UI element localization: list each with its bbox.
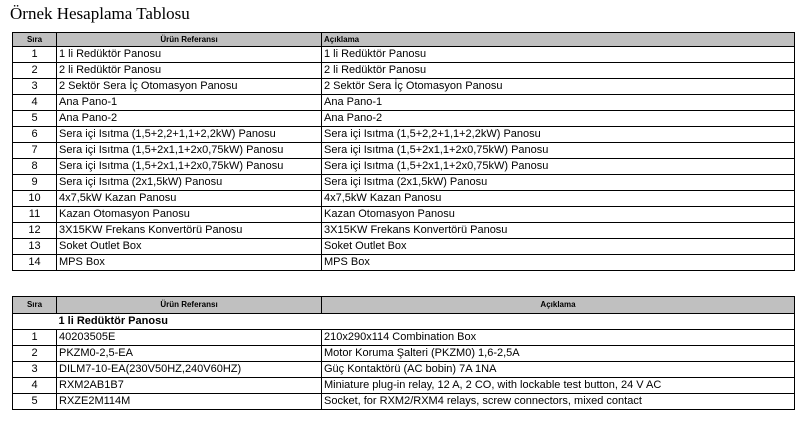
table-row: [13, 330, 795, 346]
table-row: [13, 175, 795, 191]
cell-sira: 7: [13, 143, 57, 159]
table-row: [13, 394, 795, 410]
cell-aciklama: 2 li Redüktör Panosu: [322, 63, 795, 79]
cell-urun-referansi: Ana Pano-2: [57, 111, 322, 127]
cell-aciklama: 1 li Redüktör Panosu: [322, 47, 795, 63]
page-title: Örnek Hesaplama Tablosu: [10, 4, 190, 23]
header-urun-referansi: Ürün Referansı: [57, 33, 322, 47]
cell-sira: 8: [13, 159, 57, 175]
table-row: [13, 63, 795, 79]
table-header-row: [13, 297, 795, 314]
cell-aciklama: Sera içi Isıtma (2x1,5kW) Panosu: [322, 175, 795, 191]
cell-sira: 9: [13, 175, 57, 191]
table-row: [13, 127, 795, 143]
cell-urun-referansi: DILM7-10-EA(230V50HZ,240V60HZ): [57, 362, 322, 378]
cell-sira: 12: [13, 223, 57, 239]
cell-aciklama: Soket Outlet Box: [322, 239, 795, 255]
cell-aciklama: 3X15KW Frekans Konvertörü Panosu: [322, 223, 795, 239]
cell-sira: 3: [13, 79, 57, 95]
cell-urun-referansi: 3X15KW Frekans Konvertörü Panosu: [57, 223, 322, 239]
cell-aciklama: Sera içi Isıtma (1,5+2,2+1,1+2,2kW) Panosu: [322, 127, 795, 143]
detail-table: [12, 296, 795, 410]
cell-aciklama: Ana Pano-1: [322, 95, 795, 111]
section-blank-cell: [13, 314, 57, 330]
cell-aciklama: Sera içi Isıtma (1,5+2x1,1+2x0,75kW) Panosu: [322, 159, 795, 175]
table-header-row: [13, 33, 795, 47]
summary-table-body: [13, 47, 795, 271]
cell-aciklama: Güç Kontaktörü (AC bobin) 7A 1NA: [322, 362, 795, 378]
cell-urun-referansi: Sera içi Isıtma (1,5+2x1,1+2x0,75kW) Panosu: [57, 159, 322, 175]
cell-sira: 4: [13, 95, 57, 111]
cell-aciklama: 210x290x114 Combination Box: [322, 330, 795, 346]
cell-urun-referansi: 2 li Redüktör Panosu: [57, 63, 322, 79]
cell-aciklama: 4x7,5kW Kazan Panosu: [322, 191, 795, 207]
cell-sira: 11: [13, 207, 57, 223]
cell-sira: 6: [13, 127, 57, 143]
cell-urun-referansi: Ana Pano-1: [57, 95, 322, 111]
cell-aciklama: Ana Pano-2: [322, 111, 795, 127]
table-row: [13, 239, 795, 255]
cell-sira: 1: [13, 330, 57, 346]
table-row: [13, 362, 795, 378]
cell-sira: 1: [13, 47, 57, 63]
cell-urun-referansi: 2 Sektör Sera İç Otomasyon Panosu: [57, 79, 322, 95]
header-urun-referansi: Ürün Referansı: [57, 297, 322, 314]
header-aciklama: Açıklama: [322, 297, 795, 314]
cell-urun-referansi: Soket Outlet Box: [57, 239, 322, 255]
cell-sira: 4: [13, 378, 57, 394]
cell-urun-referansi: Kazan Otomasyon Panosu: [57, 207, 322, 223]
cell-urun-referansi: Sera içi Isıtma (1,5+2x1,1+2x0,75kW) Panosu: [57, 143, 322, 159]
table-row: [13, 143, 795, 159]
detail-table-body: [13, 314, 795, 410]
cell-urun-referansi: RXM2AB1B7: [57, 378, 322, 394]
cell-aciklama: Kazan Otomasyon Panosu: [322, 207, 795, 223]
table-row: [13, 255, 795, 271]
cell-aciklama: Sera içi Isıtma (1,5+2x1,1+2x0,75kW) Panosu: [322, 143, 795, 159]
table-row: [13, 47, 795, 63]
table-row: [13, 159, 795, 175]
cell-sira: 5: [13, 394, 57, 410]
header-sira: Sıra: [13, 33, 57, 47]
table-row: [13, 378, 795, 394]
table-row: [13, 223, 795, 239]
cell-sira: 5: [13, 111, 57, 127]
table-row: [13, 346, 795, 362]
cell-urun-referansi: 4x7,5kW Kazan Panosu: [57, 191, 322, 207]
cell-urun-referansi: Sera içi Isıtma (2x1,5kW) Panosu: [57, 175, 322, 191]
cell-sira: 2: [13, 63, 57, 79]
cell-sira: 3: [13, 362, 57, 378]
cell-sira: 10: [13, 191, 57, 207]
cell-sira: 13: [13, 239, 57, 255]
cell-aciklama: Socket, for RXM2/RXM4 relays, screw connectors, mixed contact: [322, 394, 795, 410]
table-row: [13, 191, 795, 207]
cell-urun-referansi: 40203505E: [57, 330, 322, 346]
header-aciklama: Açıklama: [322, 33, 795, 47]
section-title: 1 li Redüktör Panosu: [57, 314, 795, 330]
cell-urun-referansi: MPS Box: [57, 255, 322, 271]
cell-aciklama: MPS Box: [322, 255, 795, 271]
cell-urun-referansi: RXZE2M114M: [57, 394, 322, 410]
summary-table: [12, 32, 795, 271]
cell-urun-referansi: 1 li Redüktör Panosu: [57, 47, 322, 63]
table-row: [13, 95, 795, 111]
cell-sira: 2: [13, 346, 57, 362]
cell-aciklama: Motor Koruma Şalteri (PKZM0) 1,6-2,5A: [322, 346, 795, 362]
cell-urun-referansi: Sera içi Isıtma (1,5+2,2+1,1+2,2kW) Panosu: [57, 127, 322, 143]
table-row: [13, 79, 795, 95]
cell-urun-referansi: PKZM0-2,5-EA: [57, 346, 322, 362]
cell-sira: 14: [13, 255, 57, 271]
table-row: [13, 207, 795, 223]
section-row: [13, 314, 795, 330]
cell-aciklama: Miniature plug-in relay, 12 A, 2 CO, with lockable test button, 24 V AC: [322, 378, 795, 394]
cell-aciklama: 2 Sektör Sera İç Otomasyon Panosu: [322, 79, 795, 95]
header-sira: Sıra: [13, 297, 57, 314]
table-row: [13, 111, 795, 127]
